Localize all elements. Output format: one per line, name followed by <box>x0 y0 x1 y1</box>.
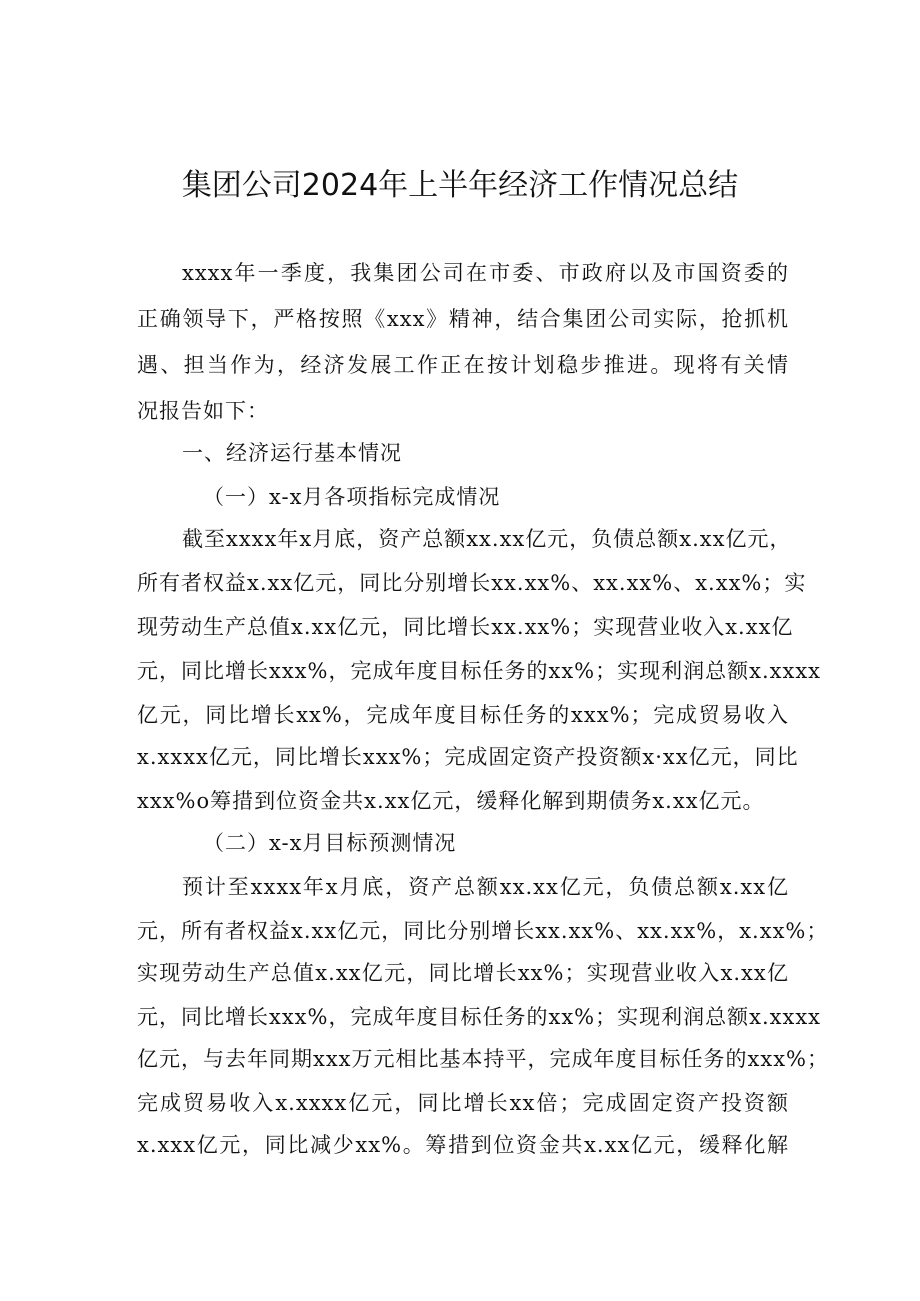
section-heading: 一、经济运行基本情况 <box>182 441 402 465</box>
paragraph-line: xxxx年一季度，我集团公司在市委、市政府以及市国资委的 <box>182 261 789 285</box>
subsection-heading: （一）x-x月各项指标完成情况 <box>203 485 501 509</box>
paragraph-line: 所有者权益x.xx亿元，同比分别增长xx.xx%、xx.xx%、x.xx%；实 <box>137 571 807 595</box>
paragraph-line: x.xxx亿元，同比减少xx%。筹措到位资金共x.xx亿元，缓释化解 <box>137 1133 789 1157</box>
paragraph-line: 况报告如下： <box>137 399 269 423</box>
paragraph-line: 元，同比增长xxx%，完成年度目标任务的xx%；实现利润总额x.xxxx <box>137 659 822 683</box>
paragraph-line: 正确领导下，严格按照《xxx》精神，结合集团公司实际，抢抓机 <box>137 307 789 331</box>
paragraph-line: 亿元，同比增长xx%，完成年度目标任务的xxx%；完成贸易收入 <box>137 703 789 727</box>
document-title: 集团公司2024年上半年经济工作情况总结 <box>181 168 739 203</box>
paragraph-line: 遇、担当作为，经济发展工作正在按计划稳步推进。现将有关情 <box>137 353 789 377</box>
paragraph-line: 预计至xxxx年x月底，资产总额xx.xx亿元，负债总额x.xx亿 <box>182 875 789 899</box>
paragraph-line: xxx%o筹措到位资金共x.xx亿元，缓释化解到期债务x.xx亿元。 <box>137 789 765 813</box>
paragraph-line: 截至xxxx年x月底，资产总额xx.xx亿元，负债总额x.xx亿元， <box>182 527 792 551</box>
paragraph-line: x.xxxx亿元，同比增长xxx%；完成固定资产投资额x·xx亿元，同比 <box>137 745 799 769</box>
paragraph-line: 元，所有者权益x.xx亿元，同比分别增长xx.xx%、xx.xx%，x.xx%； <box>137 919 829 943</box>
paragraph-line: 亿元，与去年同期xxx万元相比基本持平，完成年度目标任务的xxx%； <box>137 1047 830 1071</box>
paragraph-line: 现劳动生产总值x.xx亿元，同比增长xx.xx%；实现营业收入x.xx亿 <box>137 615 794 639</box>
paragraph-line: 元，同比增长xxx%，完成年度目标任务的xx%；实现利润总额x.xxxx <box>137 1005 822 1029</box>
subsection-heading: （二）x-x月目标预测情况 <box>203 831 457 855</box>
paragraph-line: 完成贸易收入x.xxxx亿元，同比增长xx倍；完成固定资产投资额 <box>137 1091 789 1115</box>
paragraph-line: 实现劳动生产总值x.xx亿元，同比增长xx%；实现营业收入x.xx亿 <box>137 961 789 985</box>
